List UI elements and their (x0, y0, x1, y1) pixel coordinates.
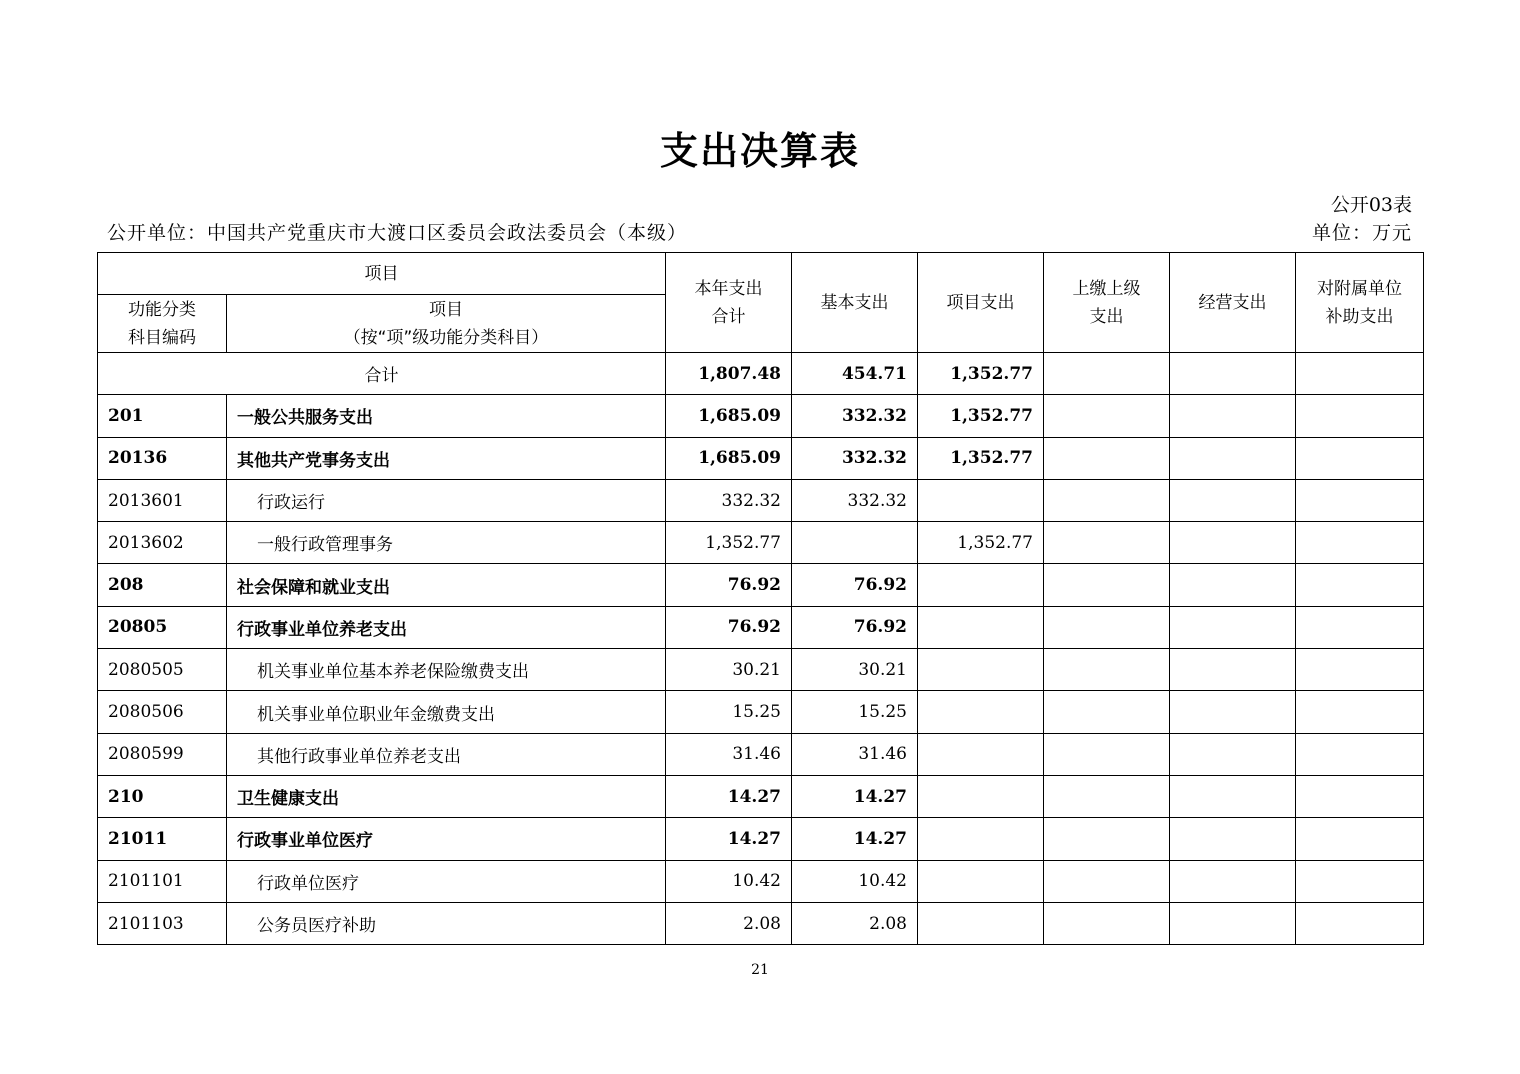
row-total: 332.32 (666, 479, 792, 521)
row-subsidy (1296, 691, 1424, 733)
row-total: 10.42 (666, 860, 792, 902)
row-upper (1044, 479, 1170, 521)
row-subsidy (1296, 564, 1424, 606)
row-code: 2080599 (98, 733, 227, 775)
row-total: 15.25 (666, 691, 792, 733)
form-number: 公开03表 (1330, 194, 1412, 216)
header-total: 本年支出合计 (666, 253, 792, 353)
row-business (1170, 691, 1296, 733)
table-row-total (98, 353, 1424, 395)
row-name: 机关事业单位基本养老保险缴费支出 (227, 649, 666, 691)
total-upper (1044, 353, 1170, 395)
row-total: 1,685.09 (666, 395, 792, 437)
row-name: 行政事业单位医疗 (227, 818, 666, 860)
row-total: 1,685.09 (666, 437, 792, 479)
row-upper (1044, 818, 1170, 860)
row-code: 201 (98, 395, 227, 437)
row-name: 一般行政管理事务 (227, 522, 666, 564)
header-project-expense: 项目支出 (918, 253, 1044, 353)
row-code: 2080505 (98, 649, 227, 691)
row-basic (792, 522, 918, 564)
total-project: 1,352.77 (918, 353, 1044, 395)
table-row (98, 522, 1424, 564)
row-subsidy (1296, 649, 1424, 691)
total-business (1170, 353, 1296, 395)
row-business (1170, 902, 1296, 944)
row-subsidy (1296, 522, 1424, 564)
expenditure-table (97, 252, 1424, 945)
row-basic: 31.46 (792, 733, 918, 775)
row-subsidy (1296, 902, 1424, 944)
header-basic: 基本支出 (792, 253, 918, 353)
table-row (98, 775, 1424, 817)
row-basic: 76.92 (792, 606, 918, 648)
row-total: 14.27 (666, 775, 792, 817)
row-upper (1044, 606, 1170, 648)
row-code: 2013602 (98, 522, 227, 564)
row-business (1170, 733, 1296, 775)
row-subsidy (1296, 818, 1424, 860)
row-project (918, 564, 1044, 606)
row-basic: 332.32 (792, 437, 918, 479)
row-upper (1044, 733, 1170, 775)
row-basic: 30.21 (792, 649, 918, 691)
page-number: 21 (751, 962, 769, 978)
row-name: 其他行政事业单位养老支出 (227, 733, 666, 775)
row-name: 公务员医疗补助 (227, 902, 666, 944)
row-total: 76.92 (666, 564, 792, 606)
row-upper (1044, 437, 1170, 479)
row-subsidy (1296, 606, 1424, 648)
row-name: 行政单位医疗 (227, 860, 666, 902)
row-basic: 10.42 (792, 860, 918, 902)
row-upper (1044, 691, 1170, 733)
row-basic: 14.27 (792, 818, 918, 860)
total-basic: 454.71 (792, 353, 918, 395)
row-name: 卫生健康支出 (227, 775, 666, 817)
row-upper (1044, 902, 1170, 944)
row-code: 2101101 (98, 860, 227, 902)
row-subsidy (1296, 860, 1424, 902)
row-name: 行政事业单位养老支出 (227, 606, 666, 648)
row-project (918, 733, 1044, 775)
row-project (918, 606, 1044, 648)
table-row (98, 733, 1424, 775)
row-basic: 2.08 (792, 902, 918, 944)
header-subsidy: 对附属单位补助支出 (1296, 253, 1424, 353)
header-business: 经营支出 (1170, 253, 1296, 353)
row-code: 210 (98, 775, 227, 817)
publishing-unit: 公开单位：中国共产党重庆市大渡口区委员会政法委员会（本级） (107, 222, 688, 244)
row-total: 2.08 (666, 902, 792, 944)
row-business (1170, 606, 1296, 648)
row-project (918, 818, 1044, 860)
row-business (1170, 818, 1296, 860)
row-business (1170, 649, 1296, 691)
row-basic: 332.32 (792, 395, 918, 437)
table-row (98, 437, 1424, 479)
total-subsidy (1296, 353, 1424, 395)
row-code: 2013601 (98, 479, 227, 521)
row-upper (1044, 860, 1170, 902)
row-subsidy (1296, 775, 1424, 817)
row-project (918, 775, 1044, 817)
row-name: 机关事业单位职业年金缴费支出 (227, 691, 666, 733)
row-upper (1044, 522, 1170, 564)
row-total: 76.92 (666, 606, 792, 648)
header-project: 项目 (98, 253, 666, 295)
row-basic: 76.92 (792, 564, 918, 606)
row-upper (1044, 395, 1170, 437)
row-code: 20805 (98, 606, 227, 648)
row-project (918, 902, 1044, 944)
row-business (1170, 564, 1296, 606)
row-code: 21011 (98, 818, 227, 860)
row-code: 20136 (98, 437, 227, 479)
table-row (98, 649, 1424, 691)
row-upper (1044, 775, 1170, 817)
row-business (1170, 395, 1296, 437)
row-subsidy (1296, 733, 1424, 775)
row-subsidy (1296, 395, 1424, 437)
row-business (1170, 860, 1296, 902)
row-name: 行政运行 (227, 479, 666, 521)
row-project (918, 691, 1044, 733)
table-row (98, 860, 1424, 902)
table-row (98, 902, 1424, 944)
row-project (918, 479, 1044, 521)
page-title: 支出决算表 (659, 129, 860, 173)
row-basic: 332.32 (792, 479, 918, 521)
row-project: 1,352.77 (918, 395, 1044, 437)
row-total: 30.21 (666, 649, 792, 691)
row-total: 31.46 (666, 733, 792, 775)
currency-unit: 单位：万元 (1311, 222, 1412, 244)
row-business (1170, 479, 1296, 521)
total-total: 1,807.48 (666, 353, 792, 395)
row-business (1170, 522, 1296, 564)
row-name: 其他共产党事务支出 (227, 437, 666, 479)
header-name: 项目 （按“项”级功能分类科目） (227, 295, 666, 353)
row-name: 一般公共服务支出 (227, 395, 666, 437)
row-basic: 14.27 (792, 775, 918, 817)
header-upper: 上缴上级支出 (1044, 253, 1170, 353)
row-subsidy (1296, 437, 1424, 479)
row-upper (1044, 564, 1170, 606)
row-code: 2101103 (98, 902, 227, 944)
row-project (918, 649, 1044, 691)
row-business (1170, 437, 1296, 479)
row-project (918, 860, 1044, 902)
row-project: 1,352.77 (918, 522, 1044, 564)
table-row (98, 818, 1424, 860)
row-upper (1044, 649, 1170, 691)
row-subsidy (1296, 479, 1424, 521)
table-row (98, 691, 1424, 733)
row-project: 1,352.77 (918, 437, 1044, 479)
table-row (98, 606, 1424, 648)
header-code: 功能分类科目编码 (98, 295, 227, 353)
row-name: 社会保障和就业支出 (227, 564, 666, 606)
row-code: 208 (98, 564, 227, 606)
table-row (98, 479, 1424, 521)
table-row (98, 395, 1424, 437)
row-business (1170, 775, 1296, 817)
total-label: 合计 (98, 353, 666, 395)
table-row (98, 564, 1424, 606)
row-basic: 15.25 (792, 691, 918, 733)
row-code: 2080506 (98, 691, 227, 733)
row-total: 1,352.77 (666, 522, 792, 564)
row-total: 14.27 (666, 818, 792, 860)
